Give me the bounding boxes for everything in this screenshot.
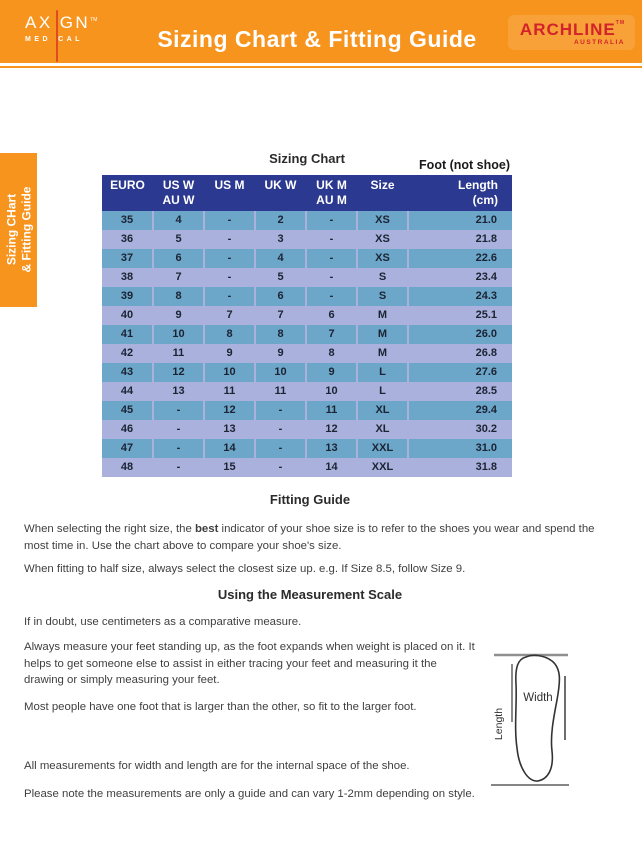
table-row [102, 230, 512, 249]
table-row [102, 268, 512, 287]
table-cell: XXL [357, 439, 408, 458]
fitting-guide-paragraph-1 [24, 521, 620, 554]
table-cell: 24.3 [408, 287, 512, 306]
table-cell: 39 [102, 287, 153, 306]
table-cell: 10 [204, 363, 255, 382]
table-cell: 4 [255, 249, 306, 268]
column-header: US M [204, 175, 255, 211]
foot-measurement-diagram [486, 644, 602, 794]
header-divider [0, 66, 642, 68]
table-cell: 36 [102, 230, 153, 249]
table-cell: 48 [102, 458, 153, 477]
table-cell: - [204, 287, 255, 306]
table-cell: 7 [255, 306, 306, 325]
table-cell: 10 [153, 325, 204, 344]
table-cell: 11 [204, 382, 255, 401]
table-cell: M [357, 344, 408, 363]
column-header: UK M AU M [306, 175, 357, 211]
table-cell: 8 [204, 325, 255, 344]
table-cell: 12 [204, 401, 255, 420]
table-row [102, 306, 512, 325]
table-cell: 7 [153, 268, 204, 287]
measurement-paragraph-5: Please note the measurements are only a guide and can vary 1-2mm depending on style. [24, 788, 475, 800]
table-cell: 9 [255, 344, 306, 363]
table-cell: 47 [102, 439, 153, 458]
table-cell: 38 [102, 268, 153, 287]
table-cell: 4 [153, 211, 204, 230]
table-cell: - [153, 439, 204, 458]
table-cell: 30.2 [408, 420, 512, 439]
table-cell: - [255, 439, 306, 458]
table-row [102, 420, 512, 439]
archline-australia-label: AUSTRALIA [573, 39, 625, 46]
archline-logo [508, 15, 635, 50]
table-cell: - [306, 230, 357, 249]
table-cell: 14 [306, 458, 357, 477]
table-cell: 10 [306, 382, 357, 401]
table-cell: 29.4 [408, 401, 512, 420]
table-cell: 21.8 [408, 230, 512, 249]
column-header: Size [357, 175, 408, 211]
column-header: UK W [255, 175, 306, 211]
table-cell: 12 [306, 420, 357, 439]
table-cell: 46 [102, 420, 153, 439]
table-row [102, 287, 512, 306]
foot-outline-icon [516, 655, 560, 781]
table-cell: - [204, 249, 255, 268]
table-cell: - [306, 268, 357, 287]
table-cell: - [153, 420, 204, 439]
table-cell: L [357, 382, 408, 401]
fitting-guide-p1-post: indicator of your shoe size is to refer to the shoes you wear and spend the most time in. Use the chart above to compare your shoe's size. [24, 523, 595, 552]
table-cell: - [306, 211, 357, 230]
measurement-paragraph-1: If in doubt, use centimeters as a comparative measure. [24, 616, 302, 628]
table-cell: 13 [204, 420, 255, 439]
header-bar [0, 0, 642, 63]
table-cell: 31.0 [408, 439, 512, 458]
measurement-paragraph-3: Most people have one foot that is larger than the other, so fit to the larger foot. [24, 701, 417, 713]
table-cell: - [255, 401, 306, 420]
table-cell: 6 [306, 306, 357, 325]
table-cell: 27.6 [408, 363, 512, 382]
table-cell: 40 [102, 306, 153, 325]
table-cell: - [204, 268, 255, 287]
table-cell: 14 [204, 439, 255, 458]
table-row [102, 401, 512, 420]
table-cell: 2 [255, 211, 306, 230]
table-cell: M [357, 306, 408, 325]
table-cell: S [357, 287, 408, 306]
table-cell: 7 [306, 325, 357, 344]
table-cell: 6 [255, 287, 306, 306]
archline-wordmark: ARCHLINE™ [519, 20, 625, 39]
table-cell: XS [357, 230, 408, 249]
sizing-table-body [102, 211, 512, 477]
table-row [102, 382, 512, 401]
table-row [102, 458, 512, 477]
side-tab-sizing-chart [0, 153, 37, 307]
table-cell: - [204, 211, 255, 230]
axign-sub-part2: CAL [58, 36, 83, 43]
table-cell: M [357, 325, 408, 344]
axign-trademark: TM [90, 17, 98, 23]
table-cell: XL [357, 401, 408, 420]
column-header: EURO [102, 175, 153, 211]
table-cell: XS [357, 249, 408, 268]
table-cell: 8 [255, 325, 306, 344]
table-cell: - [306, 249, 357, 268]
column-header: Length (cm) [408, 175, 512, 211]
fitting-guide-heading: Fitting Guide [269, 492, 351, 507]
table-cell: 22.6 [408, 249, 512, 268]
length-label: Length [493, 707, 505, 741]
table-cell: 9 [204, 344, 255, 363]
sizing-chart-title: Sizing Chart [269, 151, 345, 166]
table-cell: 45 [102, 401, 153, 420]
table-row [102, 363, 512, 382]
table-cell: XL [357, 420, 408, 439]
fitting-guide-paragraph-2: When fitting to half size, always select the closest size up. e.g. If Size 8.5, follow Size 9. [24, 563, 466, 575]
table-row [102, 211, 512, 230]
table-cell: 23.4 [408, 268, 512, 287]
side-tab-line1: Sizing CHart [4, 193, 18, 266]
measurement-paragraph-2: Always measure your feet standing up, as the foot expands when weight is placed on it. It helps to get someone else to assist in either tracing your feet and measuring it the drawing or simply measuring your feet. [24, 641, 475, 686]
table-cell: 6 [153, 249, 204, 268]
table-cell: 26.0 [408, 325, 512, 344]
table-row [102, 344, 512, 363]
sizing-table-header-row [102, 175, 512, 211]
table-cell: 42 [102, 344, 153, 363]
archline-trademark: TM [615, 20, 625, 26]
table-row [102, 439, 512, 458]
table-cell: 31.8 [408, 458, 512, 477]
foot-not-shoe-label: Foot (not shoe) [419, 158, 510, 172]
width-label: Width [523, 692, 553, 704]
table-cell: 9 [153, 306, 204, 325]
axign-word-part2: GN [59, 13, 91, 32]
table-cell: S [357, 268, 408, 287]
table-cell: XS [357, 211, 408, 230]
table-cell: 43 [102, 363, 153, 382]
table-cell: 3 [255, 230, 306, 249]
measurement-paragraph-4: All measurements for width and length are for the internal space of the shoe. [24, 760, 410, 772]
table-cell: 28.5 [408, 382, 512, 401]
table-cell: 21.0 [408, 211, 512, 230]
table-cell: 11 [255, 382, 306, 401]
table-row [102, 325, 512, 344]
sizing-table [102, 175, 512, 477]
page-title: Sizing Chart & Fitting Guide [157, 26, 477, 52]
table-cell: 8 [153, 287, 204, 306]
table-cell: 11 [306, 401, 357, 420]
table-cell: 35 [102, 211, 153, 230]
table-cell: 26.8 [408, 344, 512, 363]
table-cell: L [357, 363, 408, 382]
table-cell: - [204, 230, 255, 249]
table-cell: 8 [306, 344, 357, 363]
table-cell: 10 [255, 363, 306, 382]
table-cell: 41 [102, 325, 153, 344]
measurement-scale-heading: Using the Measurement Scale [217, 587, 403, 602]
column-header: US W AU W [153, 175, 204, 211]
table-cell: - [255, 458, 306, 477]
table-cell: 44 [102, 382, 153, 401]
fitting-guide-p1-bold: best [194, 523, 219, 535]
table-cell: 5 [153, 230, 204, 249]
table-row [102, 249, 512, 268]
table-cell: 7 [204, 306, 255, 325]
table-cell: 13 [153, 382, 204, 401]
table-cell: 15 [204, 458, 255, 477]
table-cell: 37 [102, 249, 153, 268]
table-cell: - [255, 420, 306, 439]
fitting-guide-p1-pre: When selecting the right size, the [24, 523, 195, 535]
table-cell: 12 [153, 363, 204, 382]
table-cell: - [153, 401, 204, 420]
table-cell: 13 [306, 439, 357, 458]
table-cell: 11 [153, 344, 204, 363]
table-cell: - [306, 287, 357, 306]
axign-word-part1: AX [25, 13, 53, 32]
table-cell: - [153, 458, 204, 477]
axign-sub-part1: MED [25, 36, 52, 43]
table-cell: 9 [306, 363, 357, 382]
table-cell: XXL [357, 458, 408, 477]
table-cell: 5 [255, 268, 306, 287]
side-tab-label [1, 153, 38, 307]
table-cell: 25.1 [408, 306, 512, 325]
side-tab-line2: & Fitting Guide [19, 186, 33, 273]
